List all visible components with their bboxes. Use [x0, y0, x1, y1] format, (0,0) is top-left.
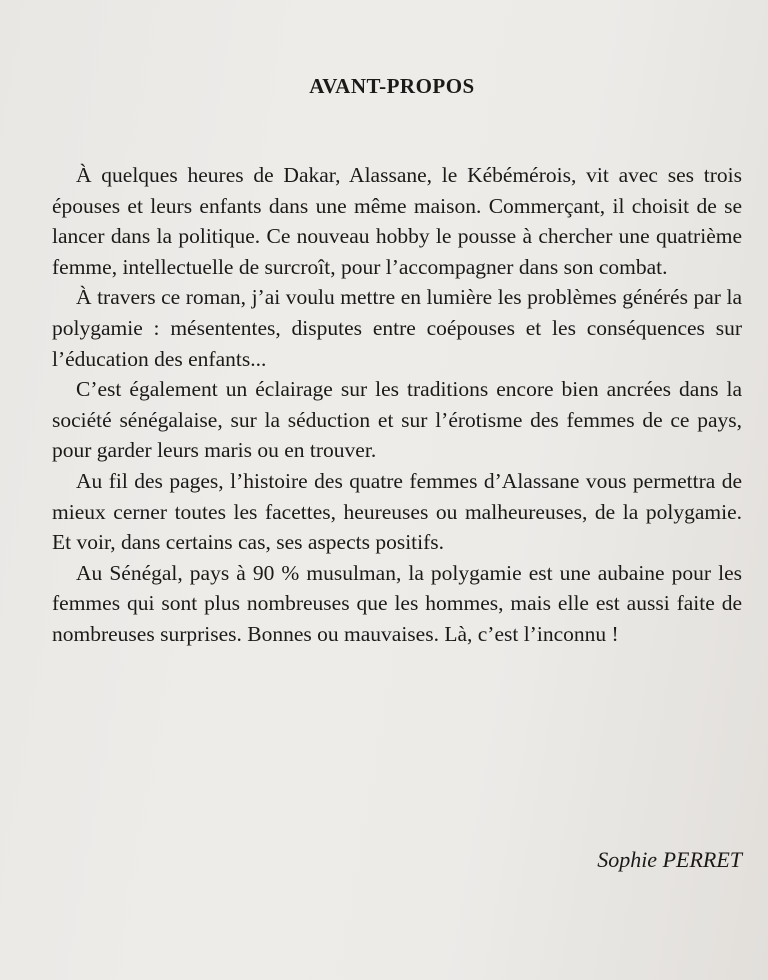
paragraph-2: À travers ce roman, j’ai voulu mettre en lumière les problèmes générés par la polygamie : mésententes, disputes entre coépouses et les conséquences sur l’éducation des enfants... — [52, 285, 742, 371]
page-title: AVANT-PROPOS — [309, 74, 475, 98]
paragraph-3: C’est également un éclairage sur les traditions encore bien ancrées dans la société sénégalaise, sur la séduction et sur l’érotisme des femmes de ce pays, pour garder leurs maris ou en trouver. — [52, 377, 742, 463]
foreword-body — [52, 160, 742, 650]
paragraph-4: Au fil des pages, l’histoire des quatre femmes d’Alassane vous permettra de mieux cerner toutes les facettes, heureuses ou malheureuses, de la polygamie. Et voir, dans certains cas, ses aspects positifs. — [52, 468, 742, 555]
paragraph-5: Au Sénégal, pays à 90 % musulman, la polygamie est une aubaine pour les femmes qui sont plus nombreuses que les hommes, mais elle est aussi faite de nombreuses surprises. Bonnes ou mauvaises. Là, c’est l’inconnu ! — [52, 560, 742, 646]
paragraph-1: À quelques heures de Dakar, Alassane, le Kébémérois, vit avec ses trois épouses et leurs enfants dans une même maison. Commerçant, il choisit de se lancer dans la politique. Ce nouveau hobby le pousse à chercher une quatrième femme, intellectuelle de surcroît, pour l’accompagner dans son combat. — [52, 163, 742, 279]
author-signature: Sophie PERRET — [597, 847, 742, 872]
